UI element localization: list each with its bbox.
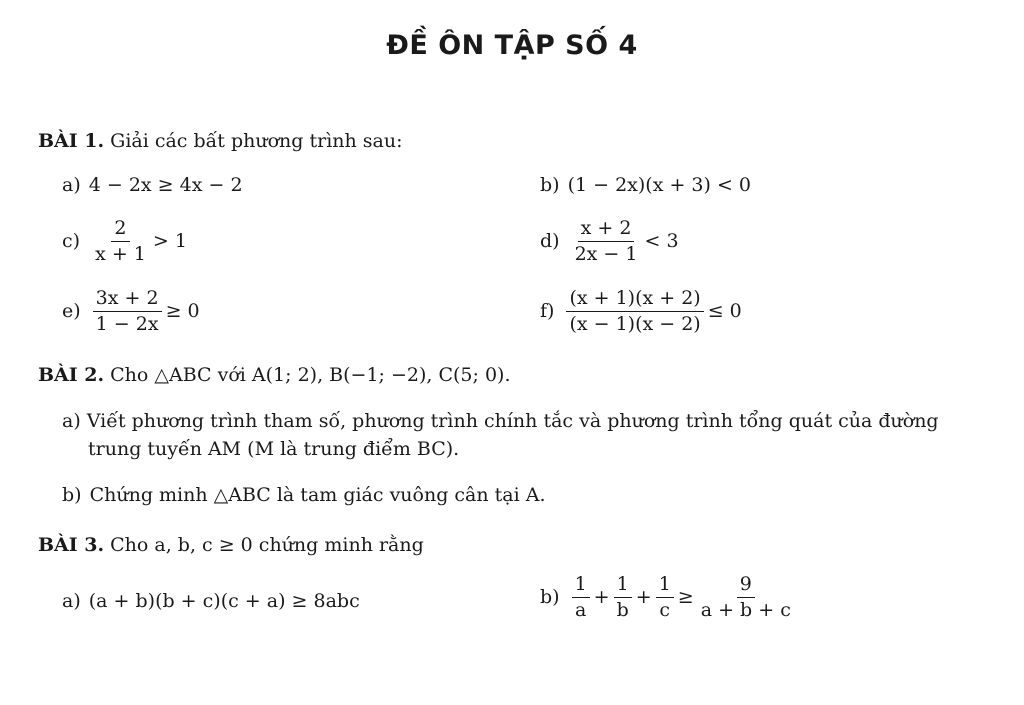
bai3-item-b (540, 574, 798, 621)
bai3-item-b-plus-1: + (593, 586, 610, 609)
bai1-item-a-expr: 4 − 2x ≥ 4x − 2 (88, 174, 243, 196)
bai3-item-b-fraction-2 (614, 574, 632, 621)
bai1-item-c-numerator: 2 (111, 218, 129, 242)
bai1-item-b-expr: (1 − 2x)(x + 3) < 0 (567, 174, 752, 196)
bai1-item-c-tag: c) (62, 230, 81, 253)
bai1-item-d-fraction (572, 218, 641, 265)
bai2-item-a (62, 408, 997, 463)
bai2-item-a-tag: a) (62, 410, 81, 432)
bai1-item-e (62, 288, 200, 335)
bai1-item-b (540, 174, 751, 196)
bai1-item-b-tag: b) (540, 174, 560, 196)
bai3-item-b-fraction-4-numerator: 9 (737, 574, 755, 598)
bai1-text: Giải các bất phương trình sau: (110, 130, 403, 152)
bai3-item-b-fraction-1-denominator: a (574, 598, 587, 621)
bai1-heading (38, 130, 403, 152)
bai3-text: Cho a, b, c ≥ 0 chứng minh rằng (110, 534, 424, 556)
bai1-item-e-relation: ≥ 0 (165, 300, 200, 323)
bai3-item-a (62, 590, 360, 612)
bai1-item-f-tag: f) (540, 300, 555, 323)
bai3-item-b-fraction-1 (572, 574, 590, 621)
bai2-text: Cho △ABC với A(1; 2), B(−1; −2), C(5; 0). (110, 364, 511, 386)
bai1-item-c-denominator: x + 1 (95, 242, 146, 265)
bai1-item-d-tag: d) (540, 230, 560, 253)
bai2-item-b-tag: b) (62, 484, 82, 506)
bai1-item-f-relation: ≤ 0 (707, 300, 742, 323)
bai1-item-f-fraction (566, 288, 703, 335)
bai2-item-a-line1: Viết phương trình tham số, phương trình chính tắc và phương trình tổng quát của đường (86, 410, 939, 432)
bai3-item-b-fraction-3-denominator: c (659, 598, 671, 621)
bai1-item-f (540, 288, 742, 335)
bai3-item-b-fraction-3 (656, 574, 674, 621)
bai1-item-f-numerator: (x + 1)(x + 2) (566, 288, 703, 312)
bai1-item-d (540, 218, 679, 265)
bai1-item-d-denominator: 2x − 1 (574, 242, 638, 265)
bai2-item-b-text: Chứng minh △ABC là tam giác vuông cân tại A. (89, 484, 546, 506)
bai3-item-b-fraction-4 (698, 574, 794, 621)
bai2-item-b (62, 484, 546, 506)
bai1-label: BÀI 1. (38, 130, 105, 152)
bai3-item-b-relation: ≥ (677, 586, 694, 609)
bai2-heading (38, 364, 511, 386)
bai3-label: BÀI 3. (38, 534, 105, 556)
bai2-label: BÀI 2. (38, 364, 105, 386)
bai3-item-a-tag: a) (62, 590, 81, 612)
bai1-item-c-relation: > 1 (152, 230, 187, 253)
bai3-item-b-fraction-2-denominator: b (616, 598, 629, 621)
bai3-item-b-fraction-1-numerator: 1 (572, 574, 590, 598)
bai3-item-b-tag: b) (540, 586, 560, 609)
page-title: ĐỀ ÔN TẬP SỐ 4 (386, 30, 638, 61)
bai3-item-b-fraction-3-numerator: 1 (656, 574, 674, 598)
bai1-item-f-denominator: (x − 1)(x − 2) (569, 312, 701, 335)
bai1-item-e-fraction (93, 288, 162, 335)
bai1-item-a-tag: a) (62, 174, 81, 196)
bai1-item-d-numerator: x + 2 (578, 218, 635, 242)
bai1-item-c (62, 218, 187, 265)
bai3-item-b-fraction-2-numerator: 1 (614, 574, 632, 598)
bai1-item-e-denominator: 1 − 2x (95, 312, 159, 335)
bai2-item-a-line2: trung tuyến AM (M là trung điểm BC). (88, 437, 460, 460)
bai3-item-b-fraction-4-denominator: a + b + c (700, 598, 791, 621)
bai1-item-d-relation: < 3 (644, 230, 679, 253)
bai1-item-c-fraction (92, 218, 149, 265)
bai3-item-b-plus-2: + (635, 586, 652, 609)
bai1-item-a (62, 174, 243, 196)
bai3-heading (38, 534, 424, 556)
bai1-item-e-tag: e) (62, 300, 81, 323)
bai1-item-e-numerator: 3x + 2 (93, 288, 162, 312)
bai3-item-a-expr: (a + b)(b + c)(c + a) ≥ 8abc (88, 590, 360, 612)
